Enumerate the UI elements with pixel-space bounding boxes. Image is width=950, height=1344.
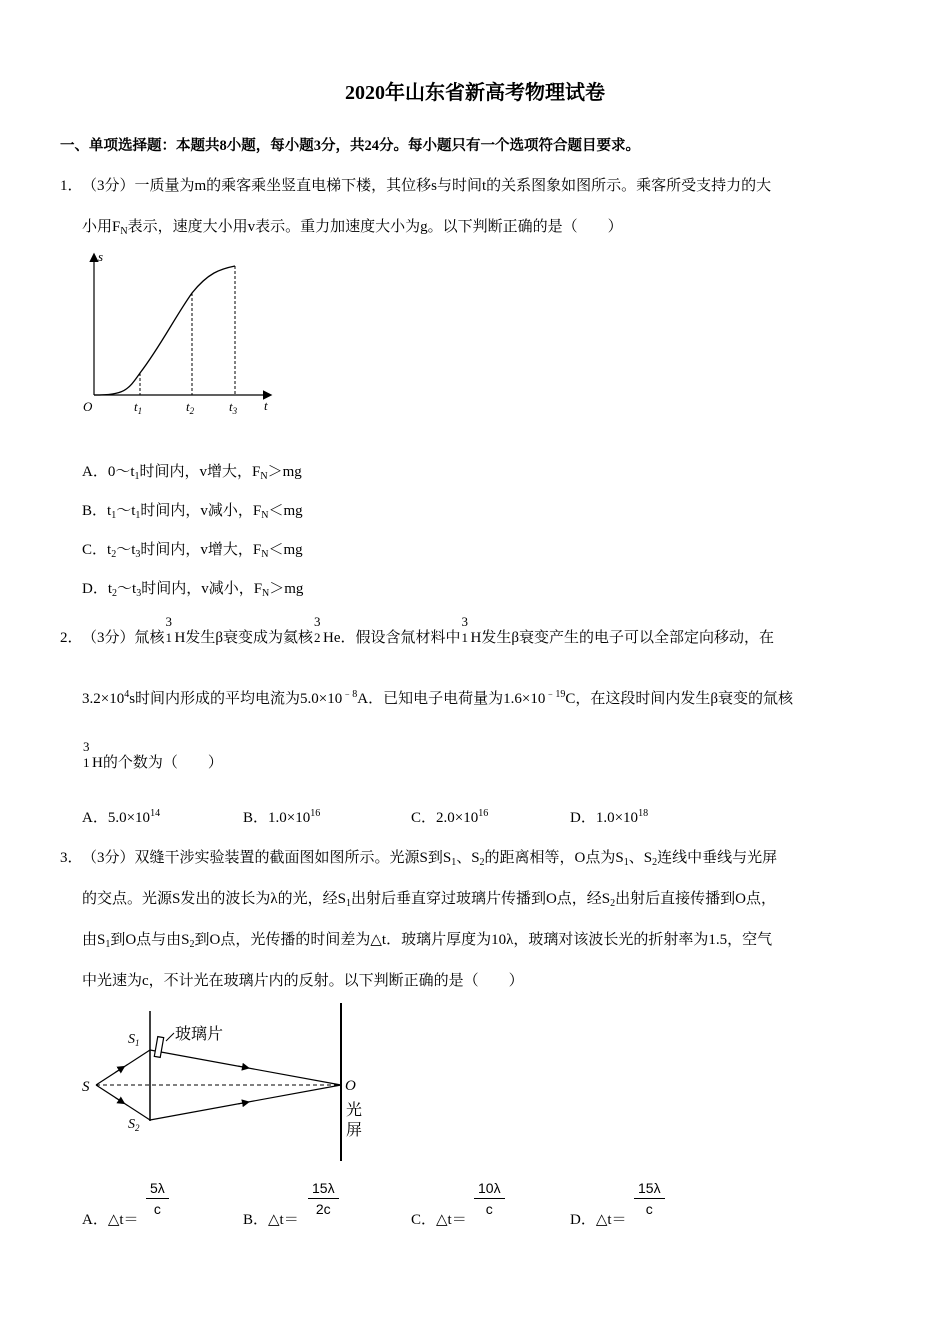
q1-stem-line1: （3分）一质量为m的乘客乘坐竖直电梯下楼，其位移s与时间t的关系图象如图所示。乘客所受支持力的大 — [82, 178, 772, 194]
q3-stem-line2: 的交点。光源S发出的波长为λ的光，经$S_1$出射后垂直穿过玻璃片传播到O点，经$S_2$出射后直接传播到O点， — [82, 891, 776, 909]
q1-displacement-time-graph — [80, 245, 280, 420]
q3-double-slit-diagram — [78, 1003, 378, 1163]
s-t-curve — [94, 266, 235, 395]
tick-t1: $t_1$ — [134, 399, 143, 416]
q2-number: 2． — [60, 630, 83, 646]
s2-label: $S_2$ — [128, 1117, 140, 1133]
tritium-isotope: 3 1 — [83, 739, 90, 770]
glass-plate — [154, 1037, 163, 1058]
q3-option-c-fraction: $\frac{10\lambda}{c}$ — [474, 1180, 505, 1217]
q3-option-d-fraction: $\frac{15\lambda}{c}$ — [634, 1180, 665, 1217]
section-heading: 一、单项选择题：本题共8小题，每小题3分，共24分。每小题只有一个选项符合题目要求。 — [60, 138, 640, 154]
q3-option-c[interactable]: C．△t＝ — [411, 1212, 467, 1228]
q1-stem-line2: 小用$F_N$表示，速度大小用v表示。重力加速度大小为g。以下判断正确的是（ ） — [82, 219, 623, 237]
screen-label-char: 光 — [346, 1102, 363, 1119]
q1-option-d[interactable]: D．$t_2\sim t_3$时间内，v减小，$F_N>mg$ — [82, 581, 304, 599]
helium-isotope: 3 2 — [313, 614, 321, 645]
q2-option-c[interactable]: C．$2.0\times 10^{16}$ — [411, 808, 489, 826]
q3-option-a[interactable]: A．△t＝ — [82, 1212, 139, 1228]
q2-option-b[interactable]: B．$1.0\times 10^{16}$ — [243, 808, 321, 826]
tick-t2: $t_2$ — [186, 399, 195, 416]
glass-leader — [166, 1033, 174, 1041]
origin-label: O — [83, 399, 93, 414]
q2-stem-line2: $3.2\times 10^4s$时间内形成的平均电流为$5.0\times 10^{﹣8}A$．已知电子电荷量为$1.6\times 10^{﹣19}C$，在这段时间内发生β衰变的氚核 — [82, 689, 793, 707]
q1-option-c[interactable]: C．$t_2\sim t_3$时间内，v增大，$F_N<mg$ — [82, 542, 303, 560]
q1-option-b[interactable]: B．$t_1\sim t_1$时间内，v减小，$F_N<mg$ — [82, 503, 303, 521]
q3-option-d[interactable]: D．△t＝ — [570, 1212, 627, 1228]
q2-option-d[interactable]: D．$1.0\times 10^{18}$ — [570, 808, 649, 826]
page-title: 2020年山东省新高考物理试卷 — [345, 82, 605, 104]
tick-t3: $t_3$ — [229, 399, 238, 416]
q1-number: 1． — [60, 178, 83, 194]
q3-stem-line4: 中光速为c，不计光在玻璃片内的反射。以下判断正确的是（ ） — [82, 973, 524, 989]
q2-option-a[interactable]: A．$5.0\times 10^{14}$ — [82, 808, 161, 826]
screen-label-char: 屏 — [346, 1122, 363, 1139]
q3-option-a-fraction: $\frac{5\lambda}{c}$ — [146, 1180, 169, 1217]
q3-stem-line1: （3分）双缝干涉实验装置的截面图如图所示。光源S到$S_1$、$S_2$的距离相等，O点为$S_1$、$S_2$连线中垂线与光屏 — [82, 850, 778, 868]
y-axis-label: s — [98, 249, 104, 264]
q3-option-b-fraction: $\frac{15\lambda}{2c}$ — [308, 1180, 339, 1217]
q3-number: 3． — [60, 850, 83, 866]
glass-label: 玻璃片 — [175, 1026, 224, 1043]
ray-s-s2 — [96, 1085, 150, 1120]
q2-stem-line1: （3分）氚核 3 1 H发生β衰变成为氦核 3 2 He．假设含氚材料中 3 1 H发生β衰变产生的电子可以全部定向移动，在 — [82, 614, 774, 646]
q3-option-b[interactable]: B．△t＝ — [243, 1212, 299, 1228]
q1-option-a[interactable]: A．$0\sim t_1$时间内，v增大，$F_N>mg$ — [82, 464, 302, 482]
s1-label: $S_1$ — [128, 1032, 140, 1048]
q3-stem-line3: 由$S_1$到O点与由$S_2$到O点，光传播的时间差为△t．玻璃片厚度为10λ，玻璃对该波长光的折射率为1.5，空气 — [82, 932, 773, 950]
ray-s-s1 — [96, 1050, 150, 1085]
q2-stem-line3: 3 1 H的个数为（ ） — [83, 739, 223, 771]
screen-label — [346, 1101, 362, 1139]
tritium-isotope: 3 1 — [165, 614, 173, 645]
source-s-label: S — [82, 1079, 90, 1095]
arrow-s-s2 — [115, 1098, 122, 1103]
x-axis-label: t — [264, 398, 268, 413]
tritium-isotope: 3 1 — [461, 614, 468, 645]
point-o-label: O — [345, 1078, 356, 1094]
arrow-s-s1 — [115, 1068, 122, 1073]
